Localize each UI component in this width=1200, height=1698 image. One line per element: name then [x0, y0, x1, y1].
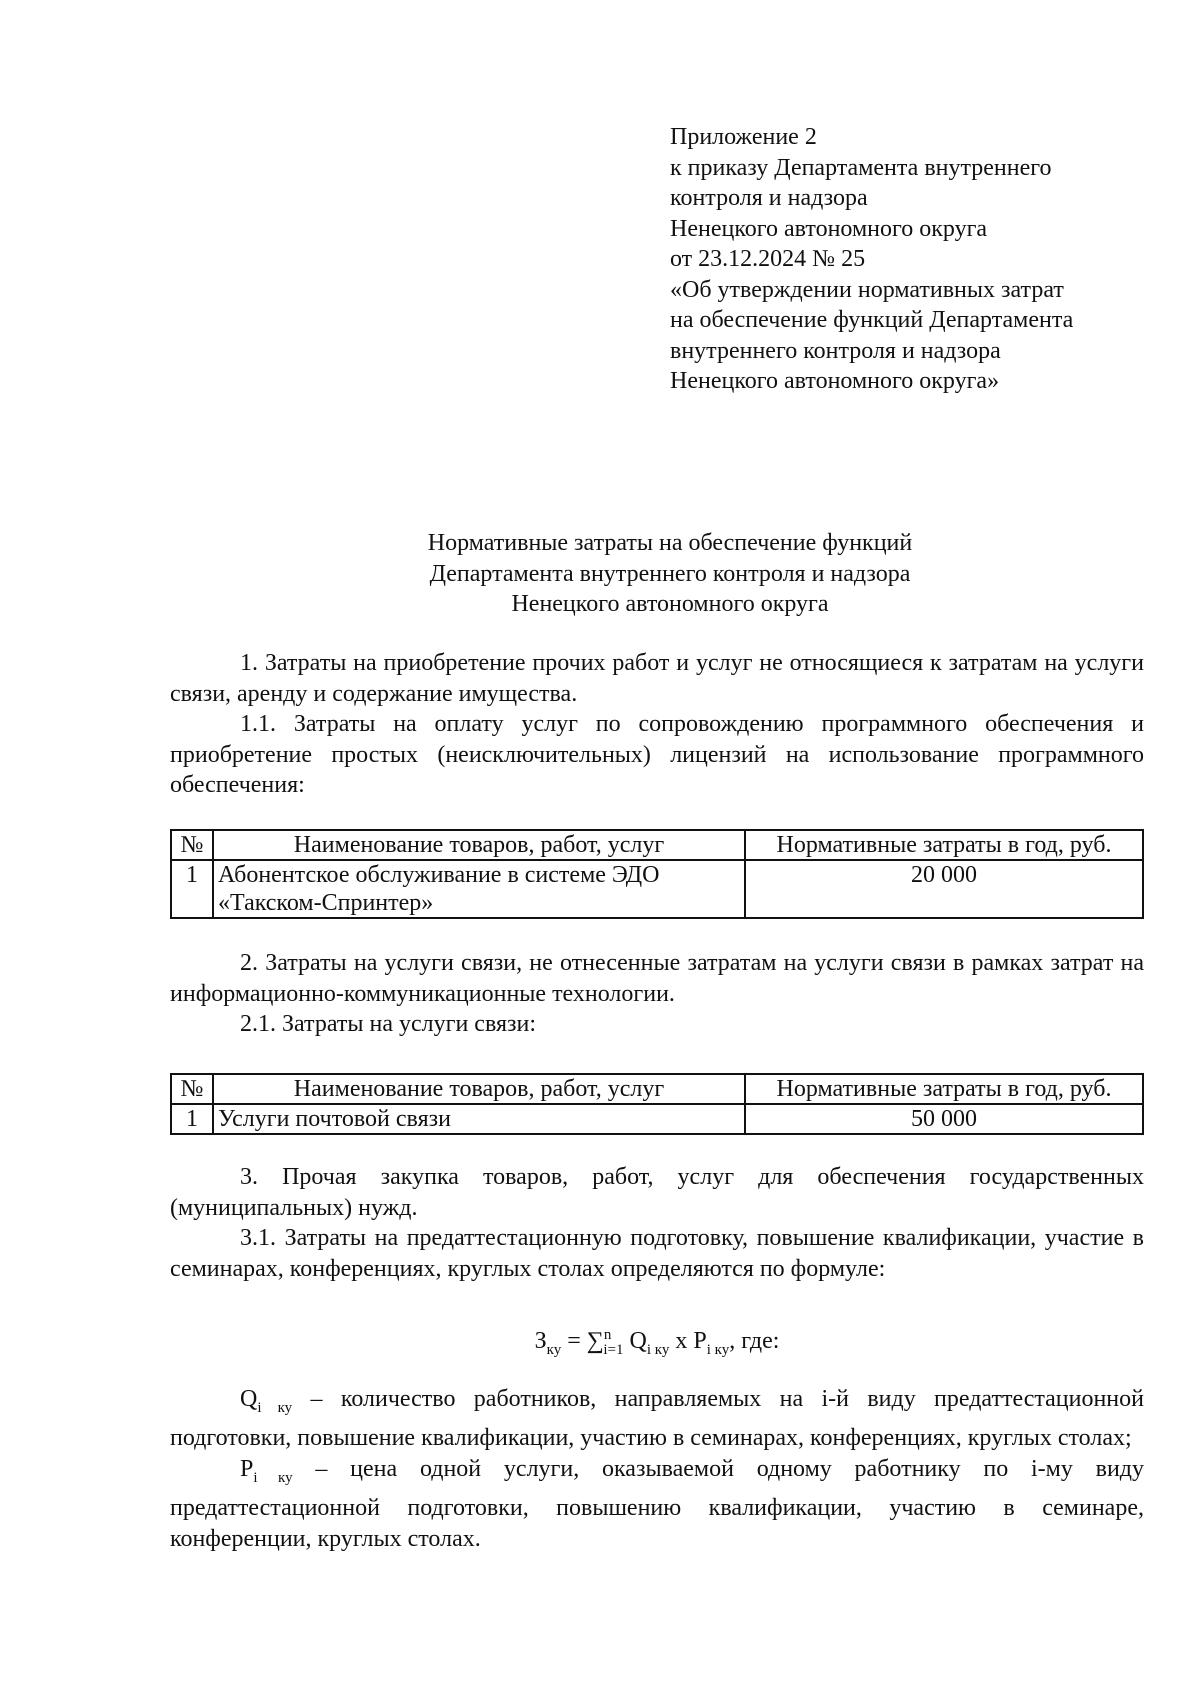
table-header-row [171, 1074, 1143, 1104]
col-name-header: Наименование товаров, работ, услуг [213, 1074, 745, 1104]
col-number-header: № [171, 1074, 213, 1104]
section-3-heading: 3. Прочая закупка товаров, работ, услуг для обеспечения государственных (муниципальных) нужд. [170, 1164, 1144, 1221]
section-1-heading: 1. Затраты на приобретение прочих работ и услуг не относящиеся к затратам на услуги связи, аренду и содержание имущества. [170, 650, 1144, 707]
col-number-header: № [171, 830, 213, 860]
costs-table-2 [170, 1073, 1144, 1135]
annex-line: от 23.12.2024 № 25 [670, 246, 866, 272]
title-line: Нормативные затраты на обеспечение функций [427, 530, 913, 556]
formula-q: Q [629, 1328, 647, 1354]
annex-line: внутреннего контроля и надзора [670, 337, 1001, 364]
definition-q [170, 1384, 1144, 1454]
row-name: Абонентское обслуживание в системе ЭДО «Такском-Спринтер» [213, 860, 745, 918]
table-row [171, 860, 1143, 918]
table-header-row [171, 830, 1143, 860]
row-cost: 50 000 [745, 1104, 1143, 1134]
annex-line: на обеспечение функций Департамента [670, 307, 1074, 333]
annex-line: Ненецкого автономного округа [670, 215, 988, 242]
row-number: 1 [171, 860, 213, 918]
annex-block [670, 122, 1140, 397]
formula-sum-upper: n [603, 1327, 612, 1343]
formula-sum-lower: i=1 [603, 1341, 624, 1358]
title-line: Ненецкого автономного округа [511, 591, 829, 617]
formula-sum-sign: ∑ [586, 1328, 604, 1354]
section-1 [170, 648, 1144, 801]
col-cost-header: Нормативные затраты в год, руб. [745, 830, 1143, 860]
row-number: 1 [171, 1104, 213, 1134]
row-name: Услуги почтовой связи [213, 1104, 745, 1134]
formula-times: x [675, 1328, 688, 1354]
formula-tail: , где: [729, 1328, 780, 1354]
formula-lhs-sub: ку [546, 1341, 562, 1358]
formula-q-sub: i ку [646, 1341, 670, 1358]
section-1-1-text: 1.1. Затраты на оплату услуг по сопровождению программного обеспечения и приобретение простых (неисключительных) лицензий на использование программного обеспечения: [170, 711, 1144, 798]
costs-table-1 [170, 829, 1144, 919]
annex-line: контроля и надзора [670, 185, 868, 211]
title-line: Департамента внутреннего контроля и надзора [429, 560, 911, 587]
definition-q-symbol: Q [240, 1386, 258, 1412]
col-name-header: Наименование товаров, работ, услуг [213, 830, 745, 860]
document-title [170, 528, 1170, 620]
formula-p: P [693, 1328, 707, 1354]
table-row [171, 1104, 1143, 1134]
annex-line: к приказу Департамента внутреннего [670, 154, 1052, 181]
definition-q-sub: i ку [257, 1399, 293, 1416]
definition-q-text: – количество работников, направляемых на i-й виду предаттестационной подготовки, повышение квалификации, участию в семинарах, конференциях, круглых столах; [170, 1386, 1144, 1452]
annex-line: «Об утверждении нормативных затрат [670, 276, 1064, 303]
section-2-heading: 2. Затраты на услуги связи, не отнесенные затратам на услуги связи в рамках затрат на информационно-коммуникационные технологии. [170, 950, 1144, 1007]
formula-lhs: З [534, 1328, 547, 1354]
section-2-1-text: 2.1. Затраты на услуги связи: [240, 1011, 536, 1037]
formula-definitions [170, 1384, 1144, 1554]
section-2 [170, 948, 1144, 1040]
section-3 [170, 1162, 1144, 1284]
row-cost: 20 000 [745, 860, 1143, 918]
cost-formula: $З_{ку} = \sum^n_{i=1}$ $Q_{i ку}$ x $P_{i ку}$, где: [534, 1327, 780, 1358]
formula-p-sub: i ку [706, 1341, 730, 1358]
definition-p-text: – цена одной услуги, оказываемой одному работнику по i-му виду предаттестационной подготовки, повышению квалификации, участию в семинаре, конференции, круглых столах. [170, 1455, 1144, 1552]
definition-p-symbol: P [240, 1455, 254, 1482]
definition-p [170, 1454, 1144, 1554]
annex-line: Ненецкого автономного округа» [670, 368, 1000, 394]
annex-line: Приложение 2 [670, 124, 817, 150]
section-3-1-text: 3.1. Затраты на предаттестационную подготовку, повышение квалификации, участие в семинарах, конференциях, круглых столах определяются по формуле: [170, 1225, 1144, 1282]
definition-p-sub: i ку [253, 1469, 293, 1486]
col-cost-header: Нормативные затраты в год, руб. [745, 1074, 1143, 1104]
